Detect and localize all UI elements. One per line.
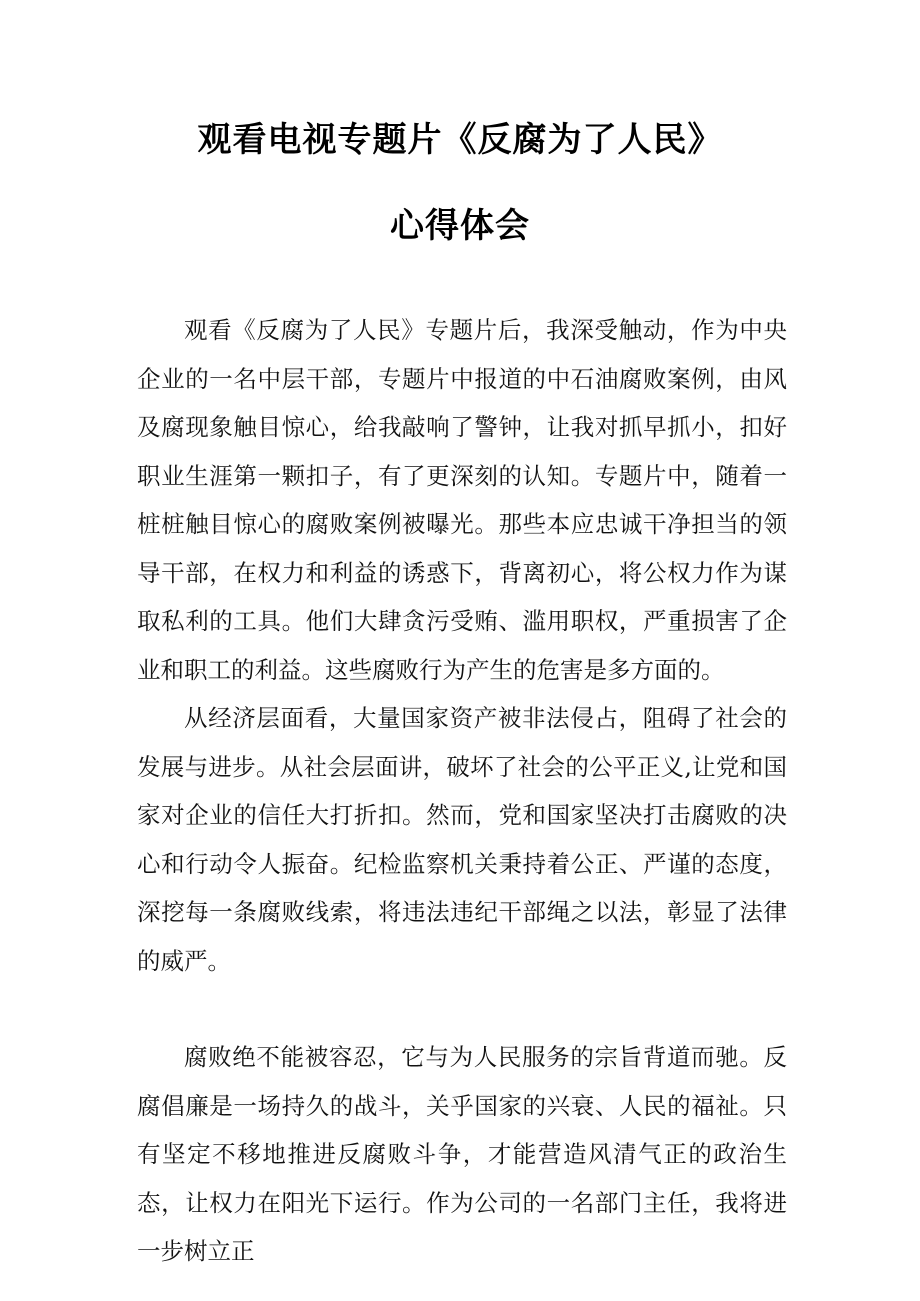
- document-title: 观看电视专题片《反腐为了人民》: [197, 120, 723, 160]
- paragraph-2: 从经济层面看，大量国家资产被非法侵占，阻碍了社会的发展与进步。从社会层面讲，破坏了社会的公平正义,让党和国家对企业的信任大打折扣。然而，党和国家坚决打击腐败的决心和行动令人振奋。纪检监察机关秉持着公正、严谨的态度，深挖每一条腐败线索，将违法违纪干部绳之以法，彰显了法律的威严。: [137, 704, 787, 975]
- paragraph-1: 观看《反腐为了人民》专题片后，我深受触动，作为中央企业的一名中层干部，专题片中报道的中石油腐败案例，由风及腐现象触目惊心，给我敲响了警钟，让我对抓早抓小，扣好职业生涯第一颗扣子，有了更深刻的认知。专题片中，随着一桩桩触目惊心的腐败案例被曝光。那些本应忠诚干净担当的领导干部，在权力和利益的诱惑下，背离初心，将公权力作为谋取私利的工具。他们大肆贪污受贿、滥用职权，严重损害了企业和职工的利益。这些腐败行为产生的危害是多方面的。: [137, 316, 787, 684]
- paragraph-spacer: [137, 985, 787, 1033]
- document-body: [137, 306, 787, 1276]
- document-subtitle: 心得体会: [390, 206, 530, 246]
- paragraph-3: 腐败绝不能被容忍，它与为人民服务的宗旨背道而驰。反腐倡廉是一场持久的战斗，关乎国家的兴衰、人民的福祉。只有坚定不移地推进反腐败斗争，才能营造风清气正的政治生态，让权力在阳光下运行。作为公司的一名部门主任，我将进一步树立正: [137, 1043, 787, 1265]
